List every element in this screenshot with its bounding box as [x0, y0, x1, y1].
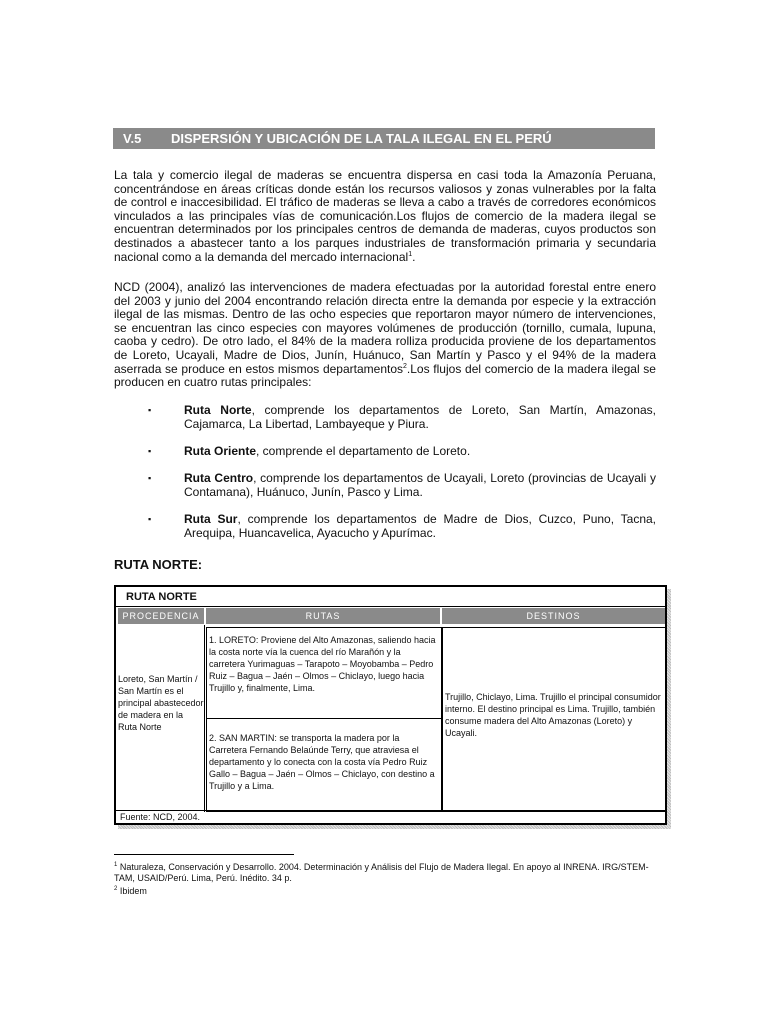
route-description: , comprende los departamentos de Ucayali, Loreto (provincias de Ucayali y Contamana), Huánuco, Junín, Pasco y Lima.: [184, 471, 656, 499]
section-number: V.5: [123, 131, 142, 146]
cell-ruta-loreto: 1. LORETO: Proviene del Alto Amazonas, saliendo hacia la costa norte vía la cuenca del río Marañón y la carretera Yurimaguas – Tarapoto – Moyobamba – Pedro Ruiz – Bagua – Jaén – Olmos – Chiclayo, luego hacia Trujillo y, finalmente, Lima.: [209, 635, 436, 693]
route-table: [114, 585, 667, 825]
footnote-text: Naturaleza, Conservación y Desarrollo. 2004. Determinación y Análisis del Flujo de Madera Ilegal. En apoyo al INRENA. IRG/STEM-TAM, USAID/Perú. Lima, Perú. Inédito. 34 p.: [114, 862, 649, 883]
route-description: , comprende el departamento de Loreto.: [256, 444, 471, 458]
bullet-icon: ▪: [148, 405, 152, 415]
list-item: [114, 444, 656, 458]
paragraph-ncd: [114, 281, 656, 390]
footnotes: [114, 860, 659, 897]
footnote-number: 1: [114, 862, 118, 868]
routes-list: [114, 403, 656, 540]
route-description: , comprende los departamentos de Madre de Dios, Cuzco, Puno, Tacna, Arequipa, Huancavelica, Ayacucho y Apurímac.: [184, 512, 656, 540]
footnote-1: [114, 860, 659, 884]
column-header-destinos: DESTINOS: [442, 608, 665, 624]
column-divider: [204, 625, 205, 812]
footnote-ref-1: 1: [408, 250, 413, 258]
footnote-divider: [114, 854, 294, 855]
bullet-icon: ▪: [148, 514, 152, 524]
column-header-rutas: RUTAS: [206, 608, 440, 624]
section-title: DISPERSIÓN Y UBICACIÓN DE LA TALA ILEGAL EN EL PERÚ: [171, 131, 552, 146]
route-name: Ruta Sur: [184, 512, 238, 526]
paragraph-ncd-end: .Los flujos del comercio de la madera ilegal se producen en cuatro rutas principales:: [114, 361, 656, 390]
cell-destinos: Trujillo, Chiclayo, Lima. Trujillo el principal consumidor interno. El destino principal es Lima. Trujillo, también consume madera del Alto Amazonas (Loreto) y Ucayali.: [445, 692, 661, 738]
footnote-text: Ibidem: [117, 886, 147, 896]
paragraph-intro-text: La tala y comercio ilegal de maderas se encuentra dispersa en casi toda la Amazonía Peruana, concentrándose en áreas críticas donde están los recursos valiosos y zonas vulnerables por la falta de control e inaccesibilidad. El tráfico de maderas se lleva a cabo a través de corredores económicos vinculados a las principales vías de comunicación.Los flujos de comercio de la madera ilegal se encuentran determinados por los principales centros de demanda de maderas, cuyos productos son destinados a abastecer tanto a los parques industriales de transformación primaria y secundaria nacional como a la demanda del mercado internacional: [114, 168, 656, 264]
cell-ruta-san-martin: 2. SAN MARTIN: se transporta la madera por la Carretera Fernando Belaúnde Terry, que atraviesa el departamento y lo conecta con la costa vía Pedro Ruiz Gallo – Bagua – Jaén – Olmos – Chiclayo, con destino a Trujillo y a Lima.: [209, 733, 435, 791]
route-subheading: RUTA NORTE:: [114, 557, 203, 572]
paragraph-intro: [114, 169, 656, 264]
section-header: [113, 128, 655, 149]
route-description: , comprende los departamentos de Loreto, San Martín, Amazonas, Cajamarca, La Libertad, Lambayeque y Piura.: [184, 403, 656, 431]
table-frame: [114, 585, 667, 825]
table-source: Fuente: NCD, 2004.: [120, 812, 201, 822]
column-header-procedencia: PROCEDENCIA: [118, 608, 204, 624]
list-item: [114, 471, 656, 499]
list-item: [114, 403, 656, 431]
route-name: Ruta Norte: [184, 403, 252, 417]
paragraph-intro-end: .: [412, 249, 416, 264]
footnote-ref-2: 2: [403, 362, 407, 370]
paragraph-ncd-text: NCD (2004), analizó las intervenciones de madera efectuadas por la autoridad forestal entre enero del 2003 y junio del 2004 encontrando relación directa entre la demanda por especie y la extracción ilegal de las mismas. Dentro de las ocho especies que reportaron mayor número de intervenciones, se encuentran las cinco especies con mayores volúmenes de producción (tornillo, cumala, lupuna, caoba y cedro). De otro lado, el 84% de la madera rolliza producida proviene de los departamentos de Loreto, Ucayali, Madre de Dios, Junín, Huánuco, San Martín y Pasco y el 94% de la madera aserrada se produce en estos mismos departamentos: [114, 280, 656, 376]
bullet-icon: ▪: [148, 446, 152, 456]
table-title: RUTA NORTE: [116, 587, 665, 607]
route-name: Ruta Oriente: [184, 444, 257, 458]
footnote-2: [114, 884, 659, 897]
route-name: Ruta Centro: [184, 471, 254, 485]
bullet-icon: ▪: [148, 473, 152, 483]
cell-procedencia: Loreto, San Martín / San Martín es el principal abastecedor de madera en la Ruta Norte: [118, 674, 204, 732]
list-item: [114, 512, 656, 540]
footnote-number: 2: [114, 886, 118, 892]
